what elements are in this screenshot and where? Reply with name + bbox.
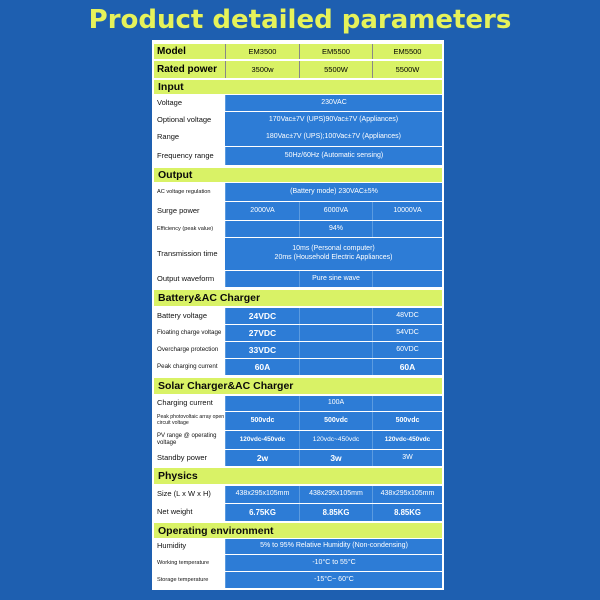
charging-current-label: Charging current — [154, 396, 225, 411]
size-3: 438x295x105mm — [372, 486, 442, 503]
transmission-2: 20ms (Household Electric Appliances) — [274, 254, 393, 261]
rated-power-3: 5500W — [372, 61, 442, 78]
model-label: Model — [154, 44, 225, 59]
ac-regulation-row — [154, 183, 442, 201]
size-row — [154, 486, 442, 503]
pv-range-3: 120vdc-450vdc — [372, 431, 442, 449]
section-environment: Operating environment — [154, 523, 442, 538]
voltage-label: Voltage — [154, 95, 225, 111]
optional-voltage-1: 170Vac±7V (UPS)90Vac±7V (Appliances) — [268, 116, 399, 124]
floating-label: Floating charge voltage — [154, 325, 225, 341]
model-1: EM3500 — [225, 44, 299, 59]
pv-open-3: 500vdc — [372, 412, 442, 430]
humidity-label: Humidity — [154, 539, 225, 554]
charging-current-value: 100A — [299, 396, 372, 411]
battery-voltage-label: Battery voltage — [154, 308, 225, 324]
rated-power-row — [154, 61, 442, 78]
peak-current-row — [154, 359, 442, 375]
pv-range-2: 120vdc~450vdc — [299, 431, 372, 449]
waveform-label: Output waveform — [154, 271, 225, 287]
pv-range-1: 120vdc-450vdc — [225, 431, 299, 449]
battery-voltage-3: 48VDC — [372, 308, 442, 324]
standby-3: 3W — [372, 450, 442, 466]
pv-open-1: 500vdc — [225, 412, 299, 430]
size-2: 438x295x105mm — [299, 486, 372, 503]
surge-row — [154, 202, 442, 220]
pv-range-label: PV range @ operating voltage — [154, 431, 225, 449]
peak-current-label: Peak charging current — [154, 359, 225, 375]
pv-range-row — [154, 431, 442, 449]
efficiency-value: 94% — [299, 221, 372, 237]
transmission-label: Transmission time — [154, 238, 225, 270]
rated-power-1: 3500w — [225, 61, 299, 78]
peak-current-1: 60A — [225, 359, 299, 375]
model-row — [154, 44, 442, 59]
frequency-row — [154, 147, 442, 165]
frequency-label: Frequency range — [154, 147, 225, 165]
surge-label: Surge power — [154, 202, 225, 220]
section-output: Output — [154, 168, 442, 182]
standby-row — [154, 450, 442, 466]
storage-temp-value: -15°C~ 60°C — [225, 572, 442, 588]
size-label: Size (L x W x H) — [154, 486, 225, 503]
battery-voltage-1: 24VDC — [225, 308, 299, 324]
efficiency-cell-1 — [225, 221, 299, 237]
charging-cell-3 — [372, 396, 442, 411]
voltage-row — [154, 95, 442, 111]
surge-3: 10000VA — [372, 202, 442, 220]
efficiency-row — [154, 221, 442, 237]
model-2: EM5500 — [299, 44, 372, 59]
frequency-value: 50Hz/60Hz (Automatic sensing) — [225, 147, 442, 165]
weight-row — [154, 504, 442, 521]
standby-2: 3w — [299, 450, 372, 466]
overcharge-label: Overcharge protection — [154, 342, 225, 358]
rated-power-2: 5500W — [299, 61, 372, 78]
optional-voltage-2: 180Vac±7V (UPS);100Vac±7V (Appliances) — [265, 133, 402, 141]
rated-power-label: Rated power — [154, 61, 225, 78]
voltage-value: 230VAC — [225, 95, 442, 111]
overcharge-3: 60VDC — [372, 342, 442, 358]
working-temp-label: Working temperature — [154, 555, 225, 571]
floating-2 — [299, 325, 372, 341]
efficiency-label: Efficiency (peak value) — [154, 221, 225, 237]
humidity-row — [154, 539, 442, 554]
floating-3: 54VDC — [372, 325, 442, 341]
transmission-row — [154, 238, 442, 270]
section-input: Input — [154, 80, 442, 94]
floating-1: 27VDC — [225, 325, 299, 341]
peak-current-2 — [299, 359, 372, 375]
optional-voltage-label: Optional voltage — [157, 115, 212, 125]
efficiency-cell-3 — [372, 221, 442, 237]
storage-temp-label: Storage temperature — [154, 572, 225, 588]
weight-2: 8.85KG — [299, 504, 372, 521]
overcharge-row — [154, 342, 442, 358]
pv-open-2: 500vdc — [299, 412, 372, 430]
battery-voltage-row — [154, 308, 442, 324]
weight-label: Net weight — [154, 504, 225, 521]
humidity-value: 5% to 95% Relative Humidity (Non-condensing) — [225, 539, 442, 554]
ac-regulation-label: AC voltage regulation — [154, 183, 225, 201]
size-1: 438x295x105mm — [225, 486, 299, 503]
pv-open-label: Peak photovoltaic array open circuit voltage — [154, 412, 225, 430]
pv-open-row — [154, 412, 442, 430]
storage-temp-row — [154, 572, 442, 588]
optional-voltage-row — [154, 112, 442, 146]
working-temp-value: -10°C to 55°C — [225, 555, 442, 571]
waveform-row — [154, 271, 442, 287]
section-solar: Solar Charger&AC Charger — [154, 378, 442, 394]
weight-3: 8.85KG — [372, 504, 442, 521]
surge-1: 2000VA — [225, 202, 299, 220]
section-physics: Physics — [154, 468, 442, 484]
model-3: EM5500 — [372, 44, 442, 59]
ac-regulation-value: (Battery mode) 230VAC±5% — [225, 183, 442, 201]
section-battery: Battery&AC Charger — [154, 290, 442, 306]
battery-voltage-2 — [299, 308, 372, 324]
page-title: Product detailed parameters — [88, 5, 512, 35]
working-temp-row — [154, 555, 442, 571]
transmission-1: 10ms (Personal computer) — [292, 245, 375, 253]
standby-1: 2w — [225, 450, 299, 466]
overcharge-2 — [299, 342, 372, 358]
standby-label: Standby power — [154, 450, 225, 466]
waveform-value: Pure sine wave — [299, 271, 372, 287]
peak-current-3: 60A — [372, 359, 442, 375]
floating-row — [154, 325, 442, 341]
waveform-cell-3 — [372, 271, 442, 287]
optional-range-label: Range — [157, 132, 180, 142]
charging-current-row — [154, 396, 442, 411]
charging-cell-1 — [225, 396, 299, 411]
waveform-cell-1 — [225, 271, 299, 287]
overcharge-1: 33VDC — [225, 342, 299, 358]
surge-2: 6000VA — [299, 202, 372, 220]
weight-1: 6.75KG — [225, 504, 299, 521]
